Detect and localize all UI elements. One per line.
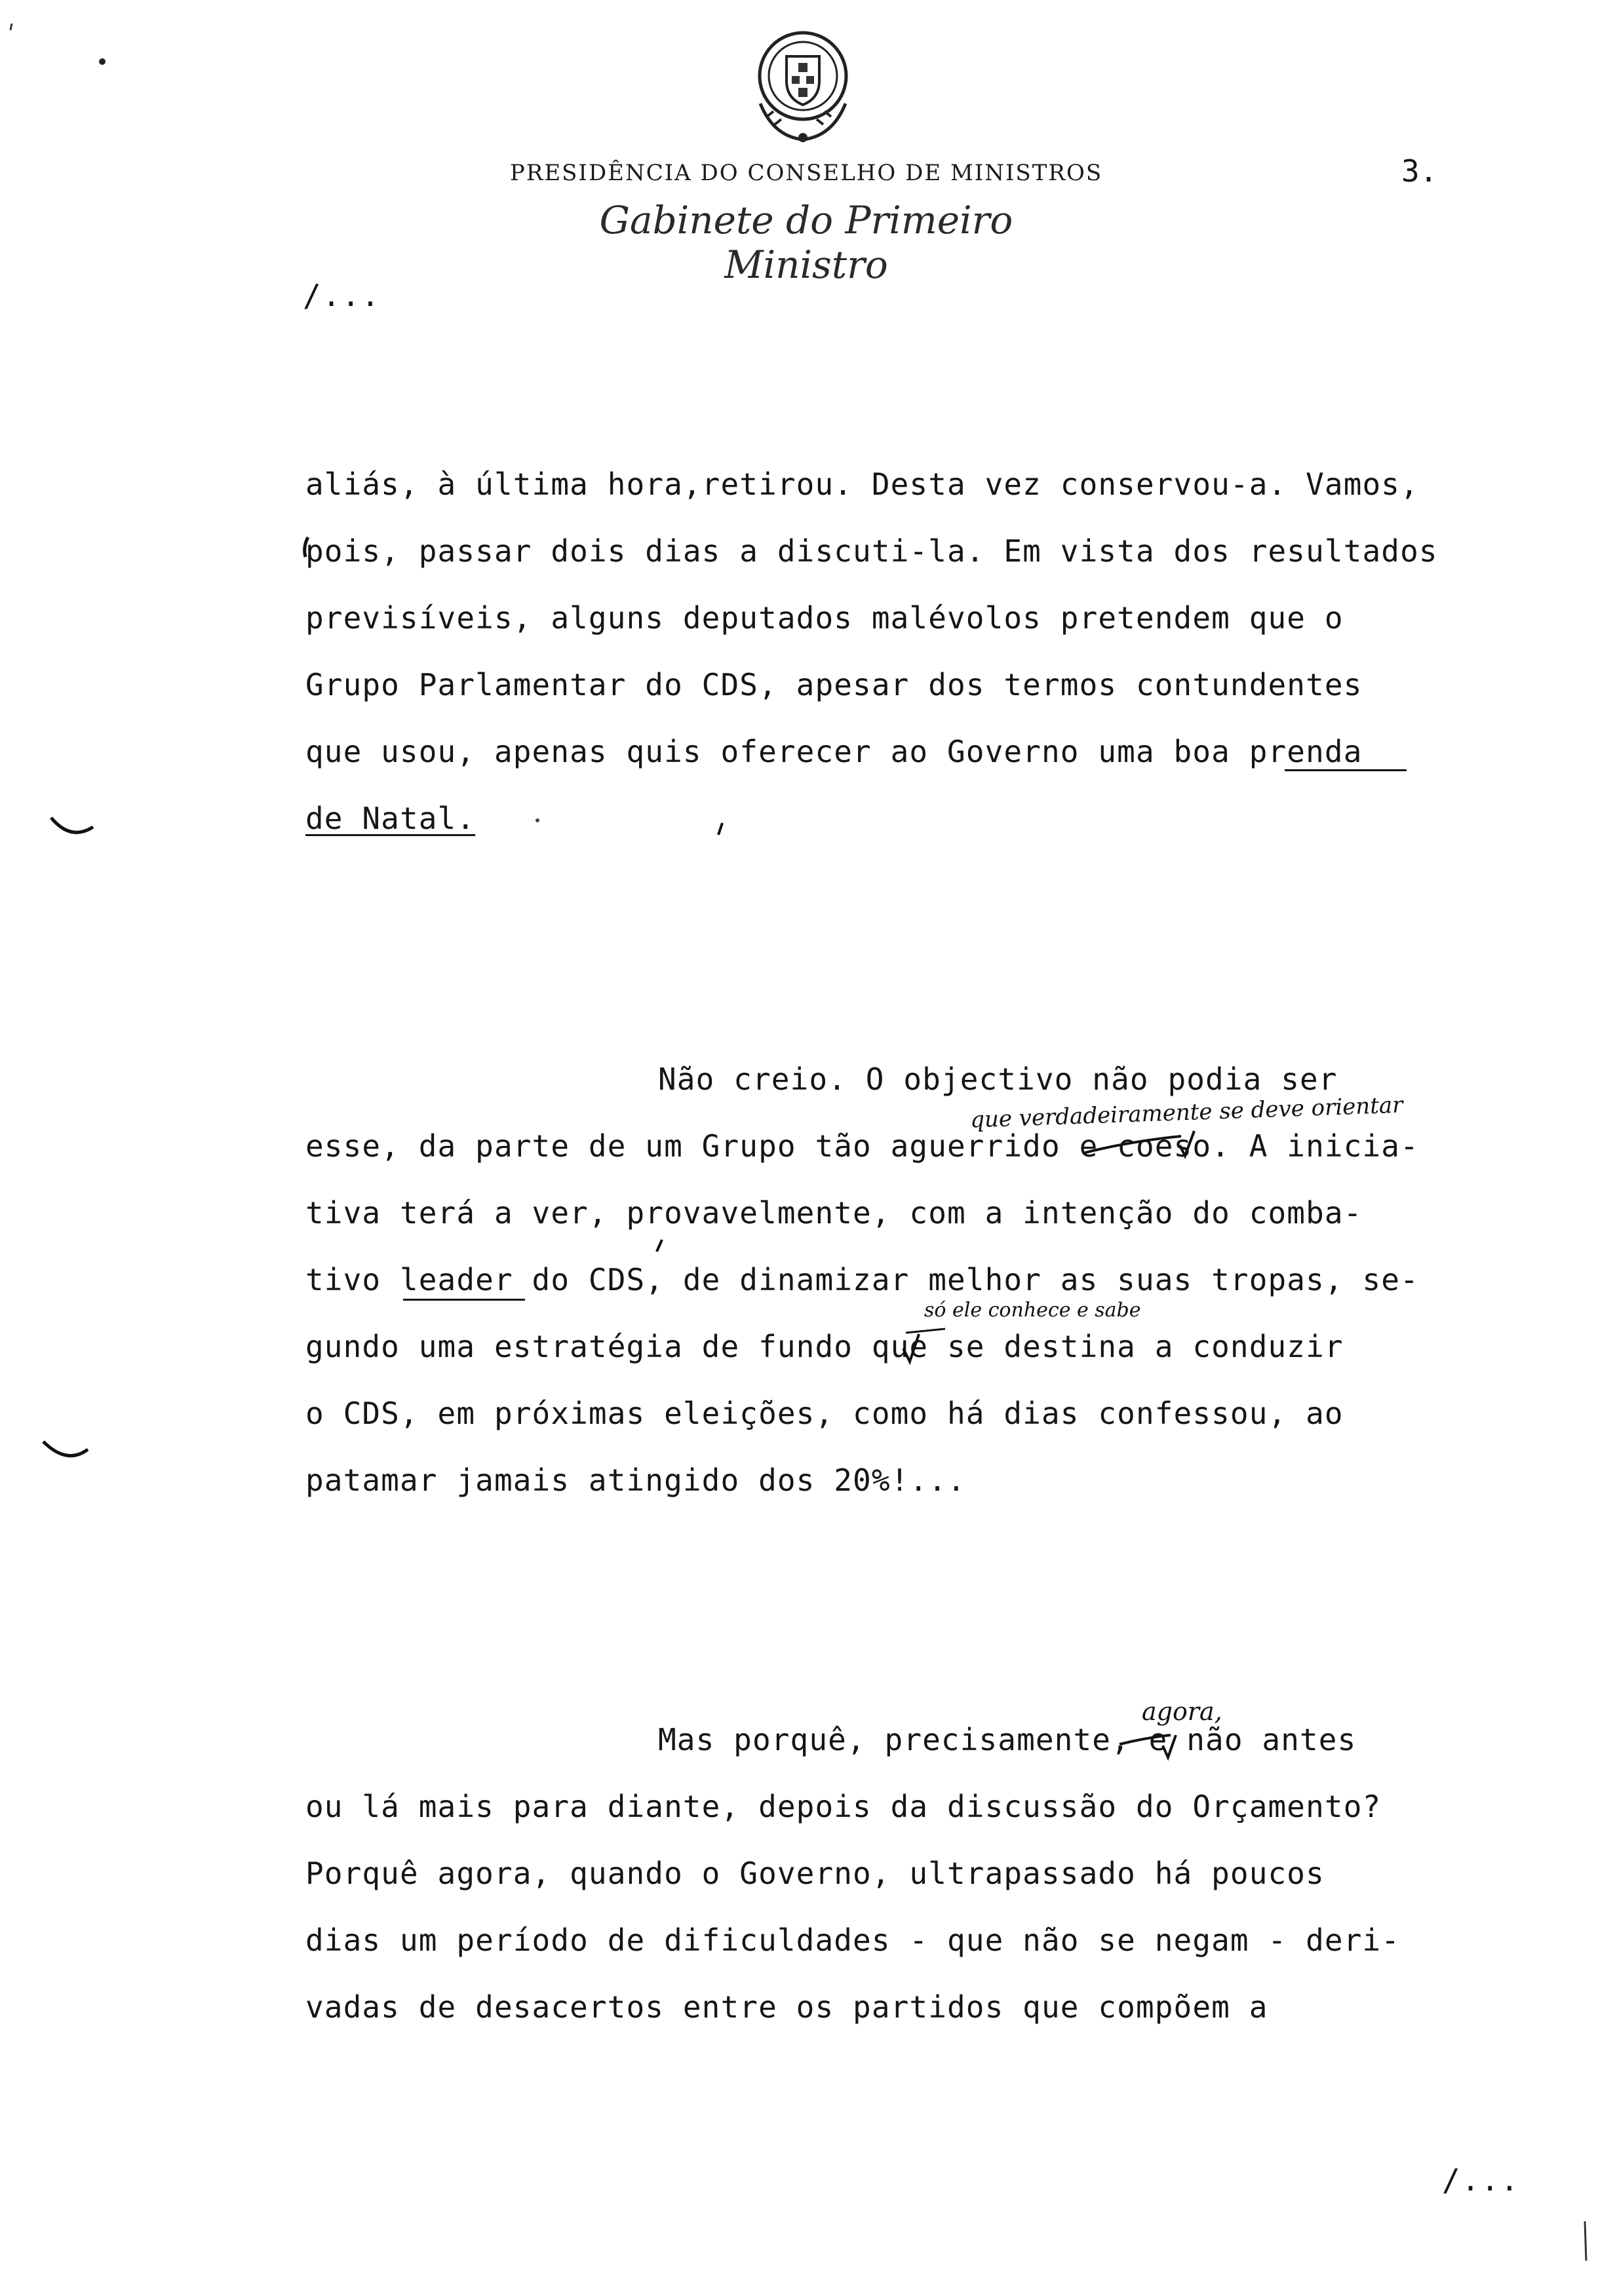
handwritten-insertion: que verdadeiramente se deve orientar [969,1092,1404,1134]
text-line: tivo leader do CDS, de dinamizar melhor as suas tropas, se- [305,1262,1419,1297]
handwritten-insertion: só ele conhece e sabe [924,1299,1141,1322]
continuation-mark-bottom: /... [1442,2162,1520,2198]
text-line: de Natal. [305,801,476,836]
text-line: que usou, apenas quis oferecer ao Governo uma boa prenda [305,734,1363,769]
text-line: Porquê agora, quando o Governo, ultrapassado há poucos [305,1856,1325,1891]
text-line: Grupo Parlamentar do CDS, apesar dos termos contundentes [305,667,1363,702]
text-line: aliás, à última hora,retirou. Desta vez conservou-a. Vamos, [305,467,1419,502]
text-line: ou lá mais para diante, depois da discussão do Orçamento? [305,1789,1382,1824]
office-name: Gabinete do Primeiro Ministro [599,198,1013,287]
text-line: o CDS, em próximas eleições, como há dias confessou, ao [305,1396,1344,1431]
handwritten-insertion: agora, [1142,1697,1222,1726]
text-line: esse, da parte de um Grupo tão aguerrido e coeso. A inicia- [305,1128,1419,1164]
institution-name: PRESIDÊNCIA DO CONSELHO DE MINISTROS [509,160,1103,186]
text-line: gundo uma estratégia de fundo que se destina a conduzir [305,1329,1344,1364]
text-line: patamar jamais atingido dos 20%!... [305,1463,966,1498]
continuation-mark-top: /... [303,278,381,313]
text-line: tiva terá a ver, provavelmente, com a intenção do comba- [305,1195,1363,1231]
text-line: pois, passar dois dias a discuti-la. Em vista dos resultados [305,533,1438,569]
text-line: previsíveis, alguns deputados malévolos pretendem que o [305,600,1344,636]
text-line: vadas de desacertos entre os partidos que compõem a [305,1989,1268,2025]
text-line: Não creio. O objectivo não podia ser [658,1062,1338,1097]
text-line: Mas porquê, precisamente, e não antes [658,1722,1357,1757]
text-line: dias um período de dificuldades - que não se negam - deri- [305,1923,1401,1958]
page-number: 3. [1401,153,1438,189]
